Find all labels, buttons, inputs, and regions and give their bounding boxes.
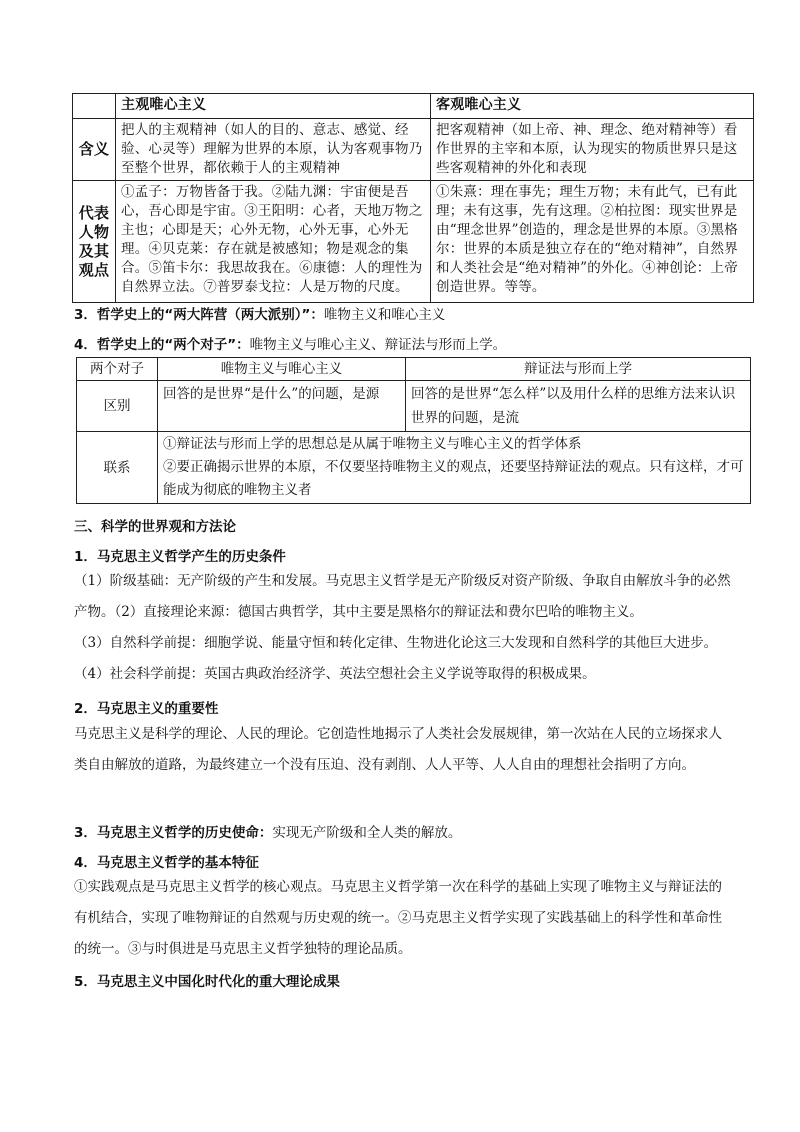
subsection-heading-4: 4．马克思主义哲学的基本特征 [74, 855, 259, 871]
cell-objective-meaning: 把客观精神（如上帝、神、理念、绝对精神等）看作世界的主宰和本原，认为现实的物质世界只是这些客观精神的外化和表现 [431, 119, 754, 181]
historical-mission-text: 实现无产阶级和全人类的解放。 [272, 825, 462, 841]
table-header-objective: 客观唯心主义 [431, 94, 754, 119]
table-row [77, 432, 751, 504]
row-label-representatives: 代表人物及其观点 [73, 181, 116, 303]
idealism-comparison-table [72, 93, 754, 303]
table-header-subjective: 主观唯心主义 [116, 94, 431, 119]
paragraph-importance: 马克思主义是科学的理论、人民的理论。它创造性地揭示了人类社会发展规律，第一次站在人民的立场探求人类自由解放的道路，为最终建立一个没有压迫、没有剥削、人人平等、人人自由的理想社会指明了方向。 [74, 726, 722, 773]
item-historical-mission [74, 821, 760, 841]
historical-mission-heading: 3．马克思主义哲学的历史使命： [74, 825, 273, 841]
row-label-connection [77, 432, 158, 504]
item-two-pairs [74, 333, 760, 353]
table-row [73, 181, 754, 303]
row-label-difference: 区别 [77, 381, 158, 432]
item-two-camps-text: 唯物主义和唯心主义 [323, 307, 446, 323]
cell-objective-representatives: ①朱熹：理在事先；理生万物；未有此气，已有此理；未有这事，先有这理。②柏拉图：现实世界是由“理念世界”创造的，理念是世界的本原。③黑格尔：世界的本质是独立存在的“绝对精神”，自然界和人类社会是“绝对精神”的外化。④神创论：上帝创造世界。等等。 [431, 181, 754, 303]
cell-subjective-representatives: ①孟子：万物皆备于我。②陆九渊：宇宙便是吾心，吾心即是宇宙。③王阳明：心者，天地万物之主也；心即是天；心外无物，心外无事，心外无理。④贝克莱：存在就是被感知；物是观念的集合。⑤笛卡尔：我思故我在。⑥康德：人的理性为自然界立法。⑦普罗泰戈拉：人是万物的尺度。 [116, 181, 431, 303]
connection-label-text: 联系 [103, 459, 131, 476]
paragraph-historical-conditions-1: （1）阶级基础：无产阶级的产生和发展。马克思主义哲学是无产阶级反对资产阶级、争取自由解放斗争的必然产物。（2）直接理论来源：德国古典哲学，其中主要是黑格尔的辩证法和费尔巴哈的唯物主义。 [74, 573, 731, 620]
table2-header-dialectics: 辩证法与形而上学 [406, 358, 751, 381]
subsection-heading-5: 5．马克思主义中国化时代化的重大理论成果 [74, 974, 340, 990]
item-two-camps-heading: 3．哲学史上的“两大阵营（两大派别）”： [74, 307, 324, 323]
table2-header-pairs: 两个对子 [77, 358, 158, 381]
table-header-row [73, 94, 754, 119]
table2-header-materialism: 唯物主义与唯心主义 [158, 358, 406, 381]
table-row [73, 119, 754, 181]
cell-difference-dialectics: 回答的是世界“怎么样”以及用什么样的思维方法来认识世界的问题，是流 [406, 381, 751, 432]
table-header-empty [73, 94, 116, 119]
paragraph-basic-features: ①实践观点是马克思主义哲学的核心观点。马克思主义哲学第一次在科学的基础上实现了唯物主义与辩证法的有机结合，实现了唯物辩证的自然观与历史观的统一。②马克思主义哲学实现了实践基础上的科学性和革命性的统一。③与时俱进是马克思主义哲学独特的理论品质。 [74, 879, 722, 957]
subsection-heading-1: 1．马克思主义哲学产生的历史条件 [74, 549, 286, 565]
row-label-meaning: 含义 [73, 119, 116, 181]
cell-connection [158, 432, 751, 504]
cell-subjective-meaning: 把人的主观精神（如人的目的、意志、感觉、经验、心灵等）理解为世界的本原，认为客观事物乃至整个世界，都依赖于人的主观精神 [116, 119, 431, 181]
item-two-pairs-text: 唯物主义与唯心主义、辩证法与形而上学。 [249, 337, 507, 353]
item-two-pairs-heading: 4．哲学史上的“两个对子”： [74, 337, 250, 353]
paragraph-historical-conditions-2: （3）自然科学前提：细胞学说、能量守恒和转化定律、生物进化论这三大发现和自然科学的其他巨大进步。（4）社会科学前提：英国古典政治经济学、英法空想社会主义学说等取得的积极成果。 [74, 635, 718, 682]
table-header-row [77, 358, 751, 381]
item-two-camps [74, 303, 760, 323]
connection-point-2: ②要正确揭示世界的本原，不仅要坚持唯物主义的观点，还要坚持辩证法的观点。只有这样，才可能成为彻底的唯物主义者 [163, 459, 744, 498]
subsection-heading-2: 2．马克思主义的重要性 [74, 701, 219, 717]
connection-point-1: ①辩证法与形而上学的思想总是从属于唯物主义与唯心主义的哲学体系 [163, 436, 582, 452]
section-heading: 三、科学的世界观和方法论 [74, 519, 236, 535]
table-row [77, 381, 751, 432]
two-pairs-table [76, 357, 751, 504]
cell-difference-materialism: 回答的是世界“是什么”的问题，是源 [158, 381, 406, 432]
